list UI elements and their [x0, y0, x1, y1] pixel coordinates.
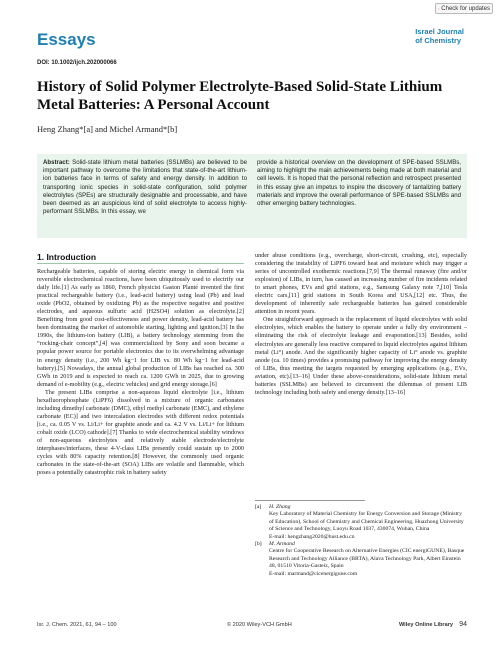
affiliation-label: [a]: [255, 504, 262, 510]
check-for-updates-button[interactable]: [435, 3, 493, 14]
journal-name: [415, 28, 464, 45]
body-paragraph: One straightforward approach is the replacement of liquid electrolytes with solid electrolytes, which enables the battery to operate under a fully dry environment – eliminating the risk of electrolyte leakage and evaporation.[13] Besides, solid electrolytes are generally less reactive compared to liquid electrolytes against lithium metal (Li°) anode. And the significantly higher capacity of Li° anode vs. graphite anode (ca. 10 times) provides a promising pathway for improving the energy density of LIBs, thus meeting the targets requested by emerging applications (e.g., EVs, aviation, etc).[13–16] Under these above-considerations, solid-state lithium metal batteries (SSLMBs) are believed to circumvent the dilemmas of present LIB technology including both safety and energy density.[13–16]: [255, 316, 467, 396]
affiliation-name: H. Zhang: [269, 504, 291, 510]
affiliation-label: [b]: [255, 541, 262, 548]
article-title: History of Solid Polymer Electrolyte-Based Solid-State Lithium Metal Batteries: A Personal Account: [37, 79, 443, 113]
body-left-column: [37, 268, 244, 477]
journal-line-1: Israel Journal: [415, 27, 464, 36]
doi[interactable]: DOI: 10.1002/ijch.202000066: [37, 60, 117, 66]
authors: Heng Zhang*[a] and Michel Armand*[b]: [37, 124, 178, 134]
page-footer: [37, 622, 467, 632]
affiliation-email[interactable]: E-mail: marmand@cicenergigune.com: [269, 570, 358, 577]
divider: [255, 500, 365, 501]
body-paragraph: Rechargeable batteries, capable of storing electric energy in chemical form via reversible electrochemical reactions, have been ubiquitously used to electrify our daily life.[1] As early as 1860, French physicist Gaston Planté invented the first practical rechargeable battery (i.e., lead-acid battery) using lead (Pb) and lead oxide (PbO2, obtained by oxidizing Pb) as the respective negative and positive electrodes, and aqueous sulfuric acid (H2SO4) solution as electrolyte.[2] Benefiting from good cost-effectiveness and power density, lead-acid battery has been dominating the market of automobile starting, lighting and ignition.[3] In the 1990s, the lithium-ion battery (LIB), a battery technology stemming from the “rocking-chair concept”,[4] was commercialized by Sony and soon became a popular power source for portable electronics due to its overwhelming advantage in energy density (i.e., 200 Wh kg−1 for LIB vs. 80 Wh kg−1 for lead-acid battery).[5] Nowadays, the annual global production of LIBs has reached ca. 300 GWh in 2019 and is expected to reach ca. 1200 GWh in 2025, due to growing demand of e-mobility (e.g., electric vehicles) and grid energy storage.[6]: [37, 268, 244, 388]
abstract-label: Abstract:: [43, 159, 70, 166]
intro-heading: 1. Introduction: [37, 252, 97, 262]
updates-label: Check for updates: [441, 5, 490, 12]
copyright: © 2020 Wiley-VCH GmbH: [227, 622, 292, 628]
section-rule: [37, 263, 244, 264]
citation: Isr. J. Chem. 2021, 61, 94 – 100: [37, 622, 117, 628]
wiley-online-library-link[interactable]: Wiley Online Library: [398, 622, 453, 628]
abstract-col-1: [43, 159, 247, 233]
body-right-column: [255, 252, 467, 397]
journal-line-2: of Chemistry: [415, 35, 462, 45]
body-paragraph: under abuse conditions (e.g., overcharge, short-circuit, crushing, etc), especially considering the instability of LiPF6 toward heat and moisture which may trigger a series of uncontrolled exothermic reactions.[7,9] The thermal runaway (fire and/or explosion) of LIBs, in turn, has caused an increasing number of fire incidents related to smart phones, EVs and grid stations, e.g., Samsung Galaxy note 7,[10] Tesla electric cars,[11] grid stations in South Korea and USA,[12] etc. Thus, the development of inherently safe rechargeable batteries has gained considerable attention in recent years.: [255, 252, 467, 316]
section-label: Essays: [37, 30, 96, 49]
body-paragraph: The present LIBs comprise a non-aqueous liquid electrolyte [i.e., lithium hexafluorophosphate (LiPF6) dissolved in a mixture of organic carbonates including dimethyl carbonate (DMC), ethyl methyl carbonate (EMC), and ethylene carbonate (EC)] and two intercalation electrodes with different redox potentials [i.e., ca. 0.05 V vs. Li/Li+ for graphite anode and ca. 4.2 V vs. Li/Li+ for lithium cobalt oxide (LCO) cathode].[7] Thanks to wide electrochemical stability windows of non-aqueous electrolytes and relatively stable electrode/electrolyte interphases/interfaces, these 4-V-class LIBs presently could sustain up to 2000 cycles with 80% capacity retention.[8] However, the commonly used organic carbonates in the state-of-the-art (SOA) LIBs are volatile and flammable, which poses a potentially catastrophic risk in battery safety: [37, 388, 244, 477]
refresh-icon: [438, 5, 439, 13]
affiliation-address: Key Laboratory of Material Chemistry for Energy Conversion and Storage (Ministry of Education), School of Chemistry and Chemical Engineering, Huazhong University of Science and Technology, Luoyu Road 1037, 430074, Wuhan, China: [269, 511, 464, 533]
affiliation-b: [255, 541, 467, 578]
abstract-col-2: provide a historical overview on the development of SPE-based SSLMBs, aiming to highlight the main achievements being made at both material and cell levels. It is hoped that the personal reflection and retrospect presented in this essay give an impetus to inspire the discovery of tantalizing battery materials and improve the overall performance of SPE-based SSLMBs and other emerging battery technologies.: [257, 159, 461, 208]
affiliation-address: Centre for Cooperative Research on Alternative Energies (CIC energiGUNE), Basque Research and Technology Alliance (BRTA), Alava Technology Park, Albert Einstein 48, 01510 Vitoria-Gasteiz, Spain: [269, 548, 465, 570]
abstract-text-1: Solid-state lithium metal batteries (SSLMBs) are believed to be important pathway to overcome the limitations that state-of-the-art lithium-ion batteries face in terms of safety and energy density. In addition to transporting ionic species in solid-state configuration, solid polymer electrolytes (SPEs) are structurally designable and processable, and have been deemed as an auspicious kind of solid electrolyte to access highly-performant SSLMBs. In this essay, we: [43, 159, 247, 216]
abstract-box: [37, 154, 467, 238]
affiliations: [255, 500, 467, 578]
affiliation-name: M. Armand: [269, 541, 295, 548]
page-number: 94: [459, 621, 467, 628]
affiliation-a: [255, 504, 467, 541]
affiliation-email[interactable]: E-mail: hengzhang2020@hust.edu.cn: [269, 533, 355, 540]
